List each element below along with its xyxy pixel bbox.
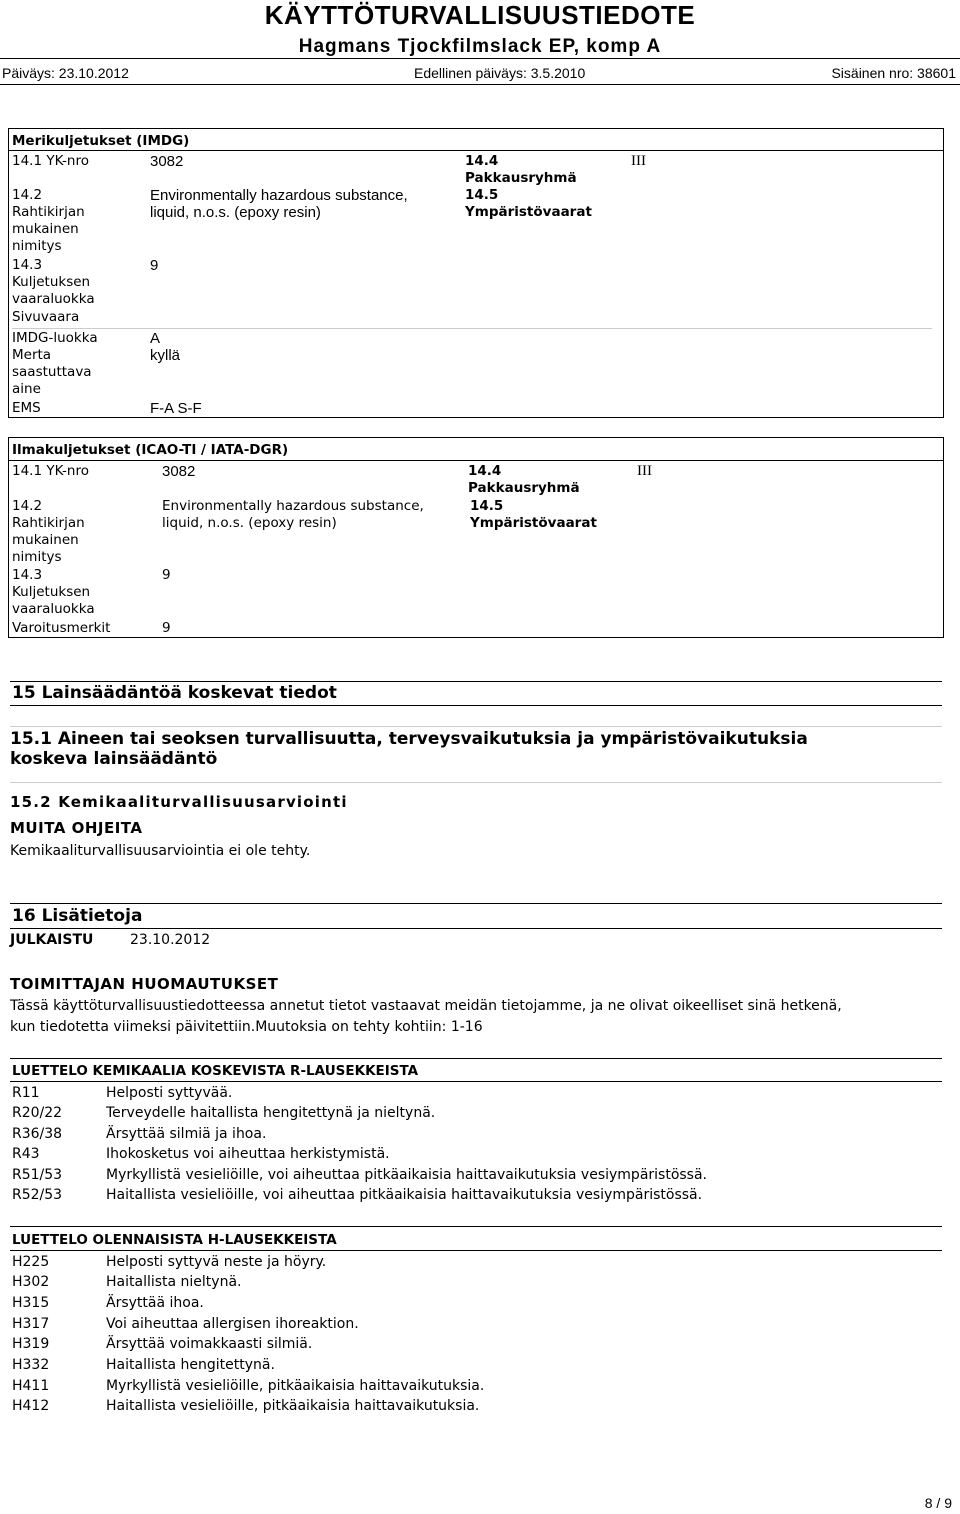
h-phrase-row <box>12 1355 942 1375</box>
h-phrase-text: Voi aiheuttaa allergisen ihoreaktion. <box>106 1316 359 1332</box>
imdg-caption: Merikuljetukset (IMDG) <box>12 133 190 149</box>
published-label: JULKAISTU <box>10 932 94 948</box>
h-phrase-text: Helposti syttyvä neste ja höyry. <box>106 1254 327 1270</box>
imdg-name-label <box>12 187 85 255</box>
icao-name-value <box>162 498 424 532</box>
section16-title: 16 Lisätietoja <box>12 906 143 926</box>
icao-pack-label-num: 14.4 <box>468 463 502 479</box>
supplier-notes-line: Tässä käyttöturvallisuustiedotteessa annetut tietot vastaavat meidän tietojamme, ja ne olivat oikeelliset sinä hetkenä, <box>10 998 842 1014</box>
imdg-class-code-label: IMDG-luokka <box>12 330 98 346</box>
h-phrase-code: H225 <box>12 1254 50 1270</box>
h-phrase-code: H302 <box>12 1274 50 1290</box>
h-phrase-row <box>12 1314 942 1334</box>
previous-date-label: Edellinen päiväys: 3.5.2010 <box>414 65 586 81</box>
r-phrase-text: Ärsyttää silmiä ja ihoa. <box>106 1126 267 1142</box>
imdg-name-label-line: 14.2 <box>12 187 43 203</box>
supplier-notes-line: kun tiedotetta viimeksi päivitettiin.Muutoksia on tehty kohtiin: 1-16 <box>10 1019 483 1035</box>
imdg-class-value: 9 <box>150 257 159 274</box>
imdg-class-label-line: vaaraluokka <box>12 291 95 307</box>
imdg-ems-value: F-A S-F <box>150 400 202 417</box>
r-phrase-row <box>12 1124 942 1144</box>
imdg-env-label-text: Ympäristövaarat <box>465 204 592 220</box>
icao-caption-box <box>8 437 944 461</box>
section15-1-rule <box>10 726 942 727</box>
imdg-name-value <box>150 187 408 221</box>
section15-rule-top <box>10 681 942 682</box>
imdg-pack-label-text: Pakkausryhmä <box>465 170 577 186</box>
r-phrases-rule-bottom <box>10 1081 942 1082</box>
h-phrase-row <box>12 1293 942 1313</box>
r-phrase-text: Helposti syttyvää. <box>106 1085 233 1101</box>
r-phrase-text: Ihokosketus voi aiheuttaa herkistymistä. <box>106 1146 390 1162</box>
h-phrase-text: Ärsyttää voimakkaasti silmiä. <box>106 1336 313 1352</box>
h-phrase-text: Haitallista hengitettynä. <box>106 1357 275 1373</box>
imdg-pack-label-num: 14.4 <box>465 153 499 169</box>
section15-2-rule <box>10 782 942 783</box>
icao-name-label-line: nimitys <box>12 549 62 565</box>
imdg-name-value-line: liquid, n.o.s. (epoxy resin) <box>150 204 321 221</box>
document-title: KÄYTTÖTURVALLISUUSTIEDOTE <box>264 0 696 30</box>
imdg-name-label-line: nimitys <box>12 238 62 254</box>
imdg-ems-label: EMS <box>12 400 41 416</box>
icao-class-label-line: Kuljetuksen <box>12 584 91 600</box>
other-instructions-text: Kemikaaliturvallisuusarviointia ei ole tehty. <box>10 843 311 859</box>
icao-class-label-line: 14.3 <box>12 567 43 583</box>
h-phrase-code: H319 <box>12 1336 50 1352</box>
supplier-notes-text <box>10 996 842 1038</box>
imdg-name-value-line: Environmentally hazardous substance, <box>150 187 408 204</box>
r-phrase-row <box>12 1083 942 1103</box>
h-phrase-row <box>12 1272 942 1292</box>
icao-pack-label <box>468 463 580 497</box>
h-phrases-rule-top <box>10 1226 942 1227</box>
icao-name-value-line: Environmentally hazardous substance, <box>162 498 424 514</box>
imdg-class-code-value: A <box>150 330 161 347</box>
h-phrase-row <box>12 1396 942 1416</box>
h-phrase-row <box>12 1334 942 1354</box>
section15-rule-bottom <box>10 705 942 706</box>
icao-name-label-line: Rahtikirjan <box>12 515 85 531</box>
imdg-name-label-line: Rahtikirjan <box>12 204 85 220</box>
icao-un-label: 14.1 YK-nro <box>12 463 89 479</box>
imdg-row-divider <box>12 328 932 329</box>
h-phrase-code: H411 <box>12 1378 50 1394</box>
imdg-un-value: 3082 <box>150 153 184 170</box>
r-phrase-code: R36/38 <box>12 1126 63 1142</box>
icao-pack-label-text: Pakkausryhmä <box>468 480 580 496</box>
h-phrase-text: Haitallista nieltynä. <box>106 1274 242 1290</box>
icao-name-value-line: liquid, n.o.s. (epoxy resin) <box>162 515 337 531</box>
imdg-sub-label: Sivuvaara <box>12 309 80 325</box>
section15-title: 15 Lainsäädäntöä koskevat tiedot <box>12 683 337 703</box>
r-phrase-text: Haitallista vesieliöille, voi aiheuttaa pitkäaikaisia haittavaikutuksia vesiympäristössä. <box>106 1187 703 1203</box>
imdg-caption-box <box>8 128 944 151</box>
icao-class-label-line: vaaraluokka <box>12 601 95 617</box>
r-phrase-text: Terveydelle haitallista hengitettynä ja nieltynä. <box>106 1105 436 1121</box>
r-phrase-code: R43 <box>12 1146 40 1162</box>
h-phrases-rule-bottom <box>10 1250 942 1251</box>
date-label: Päiväys: 23.10.2012 <box>2 65 129 81</box>
supplier-notes-heading: TOIMITTAJAN HUOMAUTUKSET <box>10 975 279 993</box>
icao-name-label-line: 14.2 <box>12 498 43 514</box>
h-phrase-code: H412 <box>12 1398 50 1414</box>
published-value: 23.10.2012 <box>130 932 211 948</box>
r-phrase-text: Myrkyllistä vesieliöille, voi aiheuttaa pitkäaikaisia haittavaikutuksia vesiympäristössä. <box>106 1167 708 1183</box>
h-phrase-text: Ärsyttää ihoa. <box>106 1295 204 1311</box>
icao-name-label-line: mukainen <box>12 532 79 548</box>
r-phrase-code: R20/22 <box>12 1105 63 1121</box>
r-phrases-rule-top <box>10 1058 942 1059</box>
h-phrase-code: H315 <box>12 1295 50 1311</box>
icao-caption: Ilmakuljetukset (ICAO-TI / IATA-DGR) <box>12 442 289 458</box>
h-phrase-text: Myrkyllistä vesieliöille, pitkäaikaisia haittavaikutuksia. <box>106 1378 485 1394</box>
imdg-class-label-line: Kuljetuksen <box>12 274 91 290</box>
icao-class-value: 9 <box>162 567 171 583</box>
imdg-env-label <box>465 187 592 221</box>
icao-table <box>8 460 944 638</box>
r-phrase-code: R51/53 <box>12 1167 63 1183</box>
icao-env-label <box>470 498 597 532</box>
r-phrase-row <box>12 1185 942 1205</box>
imdg-class-label <box>12 257 95 308</box>
h-phrase-text: Haitallista vesieliöille, pitkäaikaisia haittavaikutuksia. <box>106 1398 480 1414</box>
r-phrase-code: R52/53 <box>12 1187 63 1203</box>
product-name: Hagmans Tjockfilmslack EP, komp A <box>298 36 662 57</box>
section15-1-line: koskeva lainsäädäntö <box>10 749 218 769</box>
r-phrase-row <box>12 1103 942 1123</box>
icao-pack-value: III <box>637 463 652 479</box>
imdg-env-label-num: 14.5 <box>465 187 499 203</box>
icao-name-label <box>12 498 85 566</box>
imdg-marine-label-line: saastuttava <box>12 364 92 380</box>
header-rule-bottom <box>0 84 960 85</box>
h-phrases-caption: LUETTELO OLENNAISISTA H-LAUSEKKEISTA <box>12 1232 337 1248</box>
r-phrase-row <box>12 1144 942 1164</box>
imdg-marine-label-line: Merta <box>12 347 52 363</box>
icao-labels-label: Varoitusmerkit <box>12 620 111 636</box>
other-instructions-heading: MUITA OHJEITA <box>10 819 143 837</box>
icao-env-label-num: 14.5 <box>470 498 504 514</box>
imdg-marine-value: kyllä <box>150 347 181 364</box>
imdg-name-label-line: mukainen <box>12 221 79 237</box>
h-phrase-row <box>12 1252 942 1272</box>
h-phrase-code: H317 <box>12 1316 50 1332</box>
section16-rule-bottom <box>10 928 942 929</box>
header-rule-top <box>0 58 960 59</box>
imdg-un-label: 14.1 YK-nro <box>12 153 89 169</box>
imdg-pack-label <box>465 153 577 187</box>
internal-number-label: Sisäinen nro: 38601 <box>831 65 956 81</box>
page-number: 8 / 9 <box>924 1495 952 1511</box>
imdg-table <box>8 150 944 418</box>
section15-2-title: 15.2 Kemikaaliturvallisuusarviointi <box>10 793 348 811</box>
icao-labels-value: 9 <box>162 620 171 636</box>
imdg-pack-value: III <box>631 153 646 169</box>
icao-env-label-text: Ympäristövaarat <box>470 515 597 531</box>
imdg-marine-label <box>12 347 92 398</box>
r-phrase-row <box>12 1165 942 1185</box>
section15-1-line: 15.1 Aineen tai seoksen turvallisuutta, terveysvaikutuksia ja ympäristövaikutuksia <box>10 729 808 749</box>
imdg-marine-label-line: aine <box>12 381 41 397</box>
icao-un-value: 3082 <box>162 463 196 480</box>
h-phrase-code: H332 <box>12 1357 50 1373</box>
imdg-class-label-line: 14.3 <box>12 257 43 273</box>
r-phrases-caption: LUETTELO KEMIKAALIA KOSKEVISTA R-LAUSEKKEISTA <box>12 1063 419 1079</box>
section16-rule-top <box>10 903 942 904</box>
section15-1-title <box>10 729 808 769</box>
icao-class-label <box>12 567 95 618</box>
r-phrase-code: R11 <box>12 1085 40 1101</box>
h-phrase-row <box>12 1376 942 1396</box>
